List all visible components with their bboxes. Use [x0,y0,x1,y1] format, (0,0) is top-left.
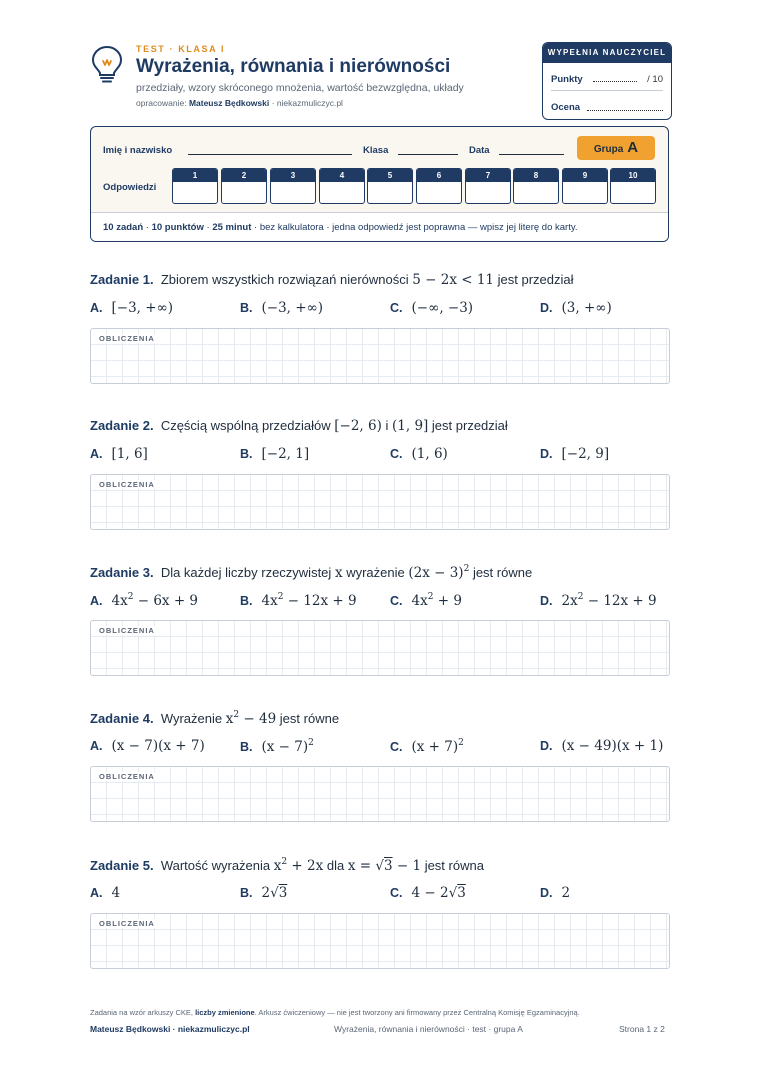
option-letter: B. [240,886,253,900]
calculations-label: OBLICZENIA [99,480,155,489]
option-letter: B. [240,740,253,754]
option-text: (−∞, −3) [411,300,474,316]
option-text: $2x^2 - 12x + 9$ [561,592,657,609]
option-a[interactable] [90,300,173,316]
points-field[interactable] [593,81,637,82]
option-letter: A. [90,301,103,315]
calculations-label: OBLICZENIA [99,626,155,635]
lightbulb-icon [90,44,124,84]
task-label: Zadanie 4. [90,711,154,726]
option-text: $(x + 7)^2$ [411,738,464,755]
option-c[interactable] [390,300,473,316]
answer-options [90,300,670,324]
student-panel [90,126,669,242]
date-label: Data [469,145,490,156]
option-letter: D. [540,594,553,608]
answer-number: 7 [466,169,510,182]
answer-box[interactable] [221,168,267,204]
question-text: Wyrażenie [160,711,223,726]
task-1 [90,272,670,384]
points-row [551,65,663,91]
footer-note-bold: liczby zmienione [195,1008,255,1017]
option-letter: C. [390,740,403,754]
task-question [90,710,670,730]
class-field[interactable] [398,154,458,155]
task-5 [90,857,670,969]
answer-box[interactable] [270,168,316,204]
footer-note-text: Zadania na wzór arkuszy CKE, [90,1008,193,1017]
calculations-area[interactable] [90,474,670,530]
math-expression: $x^2 - 49$ [225,710,277,727]
option-letter: C. [390,301,403,315]
question-text: jest równa [424,858,484,873]
page-title: Wyrażenia, równania i nierówności [136,56,451,77]
task-label: Zadanie 2. [90,418,154,433]
group-badge [577,136,655,160]
option-letter: B. [240,594,253,608]
group-label: Grupa [593,144,624,155]
task-4 [90,710,670,822]
question-text: jest przedział [431,418,508,433]
calculations-area[interactable] [90,913,670,969]
option-text: $4x^2 - 6x + 9$ [111,592,199,609]
task-3 [90,564,670,676]
calculations-area[interactable] [90,766,670,822]
answer-options [90,446,670,470]
option-text: $(x - 7)^2$ [261,738,314,755]
answer-number: 4 [320,169,364,182]
option-b[interactable] [240,446,309,462]
math-expression: $(2x - 3)^2$ [408,564,470,581]
question-text: dla [326,858,345,873]
option-letter: D. [540,447,553,461]
option-c[interactable] [390,885,466,901]
option-letter: B. [240,447,253,461]
option-text: [−2, 9] [561,446,610,462]
option-text: 2 [561,885,571,901]
option-a[interactable] [90,738,205,754]
option-text: [1, 6] [111,446,148,462]
footer-title: Wyrażenia, równania i nierówności · test · grupa A [334,1024,523,1034]
option-letter: D. [540,886,553,900]
question-text: Częścią wspólną przedziałów [160,418,331,433]
math-expression: [−2, 6) [334,418,382,434]
option-c[interactable] [390,738,464,755]
option-b[interactable] [240,592,357,609]
task-label: Zadanie 1. [90,272,154,287]
points-max: / 10 [647,74,663,85]
info-rest: · bez kalkulatora · jedna odpowiedź jest poprawna — wpisz jej literę do karty. [254,222,578,233]
option-text: (x − 49)(x + 1) [561,738,664,754]
page-subtitle: przedziały, wzory skróconego mnożenia, wartość bezwzględna, układy [136,82,464,94]
math-expression: x [334,565,343,581]
option-text: (1, 6) [411,446,448,462]
option-letter: D. [540,739,553,753]
question-text: jest równe [279,711,340,726]
answer-box[interactable] [319,168,365,204]
question-text: wyrażenie [346,565,405,580]
footer-note-text: . Arkusz ćwiczeniowy — nie jest tworzony ani firmowany przez Centralną Komisję Egzaminacyjną. [254,1008,580,1017]
info-tasks: 10 zadań [103,222,144,233]
calculations-label: OBLICZENIA [99,772,155,781]
option-text: [−3, +∞) [111,300,174,316]
option-letter: B. [240,301,253,315]
option-d[interactable] [540,446,609,462]
answer-number: 2 [222,169,266,182]
grade-label: Ocena [551,102,581,113]
option-a[interactable] [90,885,120,901]
answer-number: 3 [271,169,315,182]
sqrt-icon: √ [375,858,384,874]
option-text: (x − 7)(x + 7) [111,738,205,754]
answer-options [90,738,670,762]
info-time: 25 minut [212,222,252,233]
task-question [90,272,670,292]
answer-number: 5 [368,169,412,182]
author-line [136,98,343,108]
task-label: Zadanie 3. [90,565,154,580]
info-points: 10 punktów [151,222,204,233]
answer-box[interactable] [367,168,413,204]
grade-field[interactable] [587,110,663,111]
task-question [90,857,670,877]
answer-number: 1 [173,169,217,182]
question-text: jest równe [472,565,533,580]
answers-label: Odpowiedzi [103,182,157,193]
option-b[interactable] [240,300,323,316]
sqrt-icon: √ [270,885,279,901]
option-d[interactable] [540,592,657,609]
option-c[interactable] [390,446,448,462]
points-label: Punkty [551,74,583,85]
option-text: 4 − 2√3 [411,885,466,901]
footer-note [90,1008,580,1017]
answer-number: 10 [611,169,655,182]
question-text: Zbiorem wszystkich rozwiązań nierówności [160,272,409,287]
teacher-box-title: WYPEŁNIA NAUCZYCIEL [543,43,671,63]
answer-box[interactable] [562,168,608,204]
option-a[interactable] [90,446,148,462]
question-text: Dla każdej liczby rzeczywistej [160,565,332,580]
option-text: 2√3 [261,885,288,901]
option-letter: A. [90,886,103,900]
teacher-box [542,42,672,120]
option-a[interactable] [90,592,198,609]
answer-box[interactable] [465,168,511,204]
task-2 [90,418,670,530]
question-text: Wartość wyrażenia [160,858,271,873]
option-c[interactable] [390,592,462,609]
option-d[interactable] [540,885,570,901]
answer-box[interactable] [610,168,656,204]
question-text: jest przedział [497,272,574,287]
answer-number: 8 [514,169,558,182]
task-label: Zadanie 5. [90,858,154,873]
option-text: (3, +∞) [561,300,612,316]
calculations-label: OBLICZENIA [99,919,155,928]
page-header [90,40,672,120]
option-letter: A. [90,739,103,753]
option-letter: C. [390,886,403,900]
page-number: Strona 1 z 2 [619,1024,665,1034]
math-expression: $x^2 + 2x$ [273,857,324,874]
option-text: [−2, 1] [261,446,310,462]
grade-row [551,93,663,119]
answer-box[interactable] [513,168,559,204]
math-expression: x = √3 − 1 [347,858,422,874]
option-letter: D. [540,301,553,315]
calculations-area[interactable] [90,328,670,384]
author-site: · niekazmuliczyc.pl [271,98,343,108]
sqrt-icon: √ [448,885,458,901]
task-question [90,564,670,584]
calculations-area[interactable] [90,620,670,676]
option-b[interactable] [240,738,314,755]
option-text: $4x^2 + 9$ [411,592,462,609]
option-letter: A. [90,594,103,608]
option-text: 4 [111,885,121,901]
answer-options [90,592,670,616]
option-letter: A. [90,447,103,461]
option-d[interactable] [540,300,612,316]
test-info-line: 10 zadań · 10 punktów · 25 minut · bez kalkulatora · jedna odpowiedź jest poprawna — wpisz jej literę do karty. [91,212,668,242]
option-letter: C. [390,594,403,608]
test-kicker: TEST · KLASA I [136,44,226,54]
author-prefix: opracowanie: [136,98,187,108]
answer-number: 9 [563,169,607,182]
task-question [90,418,670,438]
option-d[interactable] [540,738,663,754]
question-text: i [385,418,389,433]
option-letter: C. [390,447,403,461]
math-expression: 5 − 2x < 11 [412,272,495,288]
option-text: (−3, +∞) [261,300,324,316]
option-b[interactable] [240,885,287,901]
date-field[interactable] [499,154,564,155]
answer-box[interactable] [172,168,218,204]
footer-author: Mateusz Będkowski · niekazmuliczyc.pl [90,1024,250,1034]
group-value: A [627,139,639,156]
answer-box[interactable] [416,168,462,204]
option-text: $4x^2 - 12x + 9$ [261,592,357,609]
name-label: Imię i nazwisko [103,145,173,156]
name-field[interactable] [188,154,352,155]
author-name: Mateusz Będkowski [188,98,270,108]
class-label: Klasa [363,145,389,156]
answer-number: 6 [417,169,461,182]
answer-options [90,885,670,909]
math-expression: (1, 9] [392,418,429,434]
calculations-label: OBLICZENIA [99,334,155,343]
